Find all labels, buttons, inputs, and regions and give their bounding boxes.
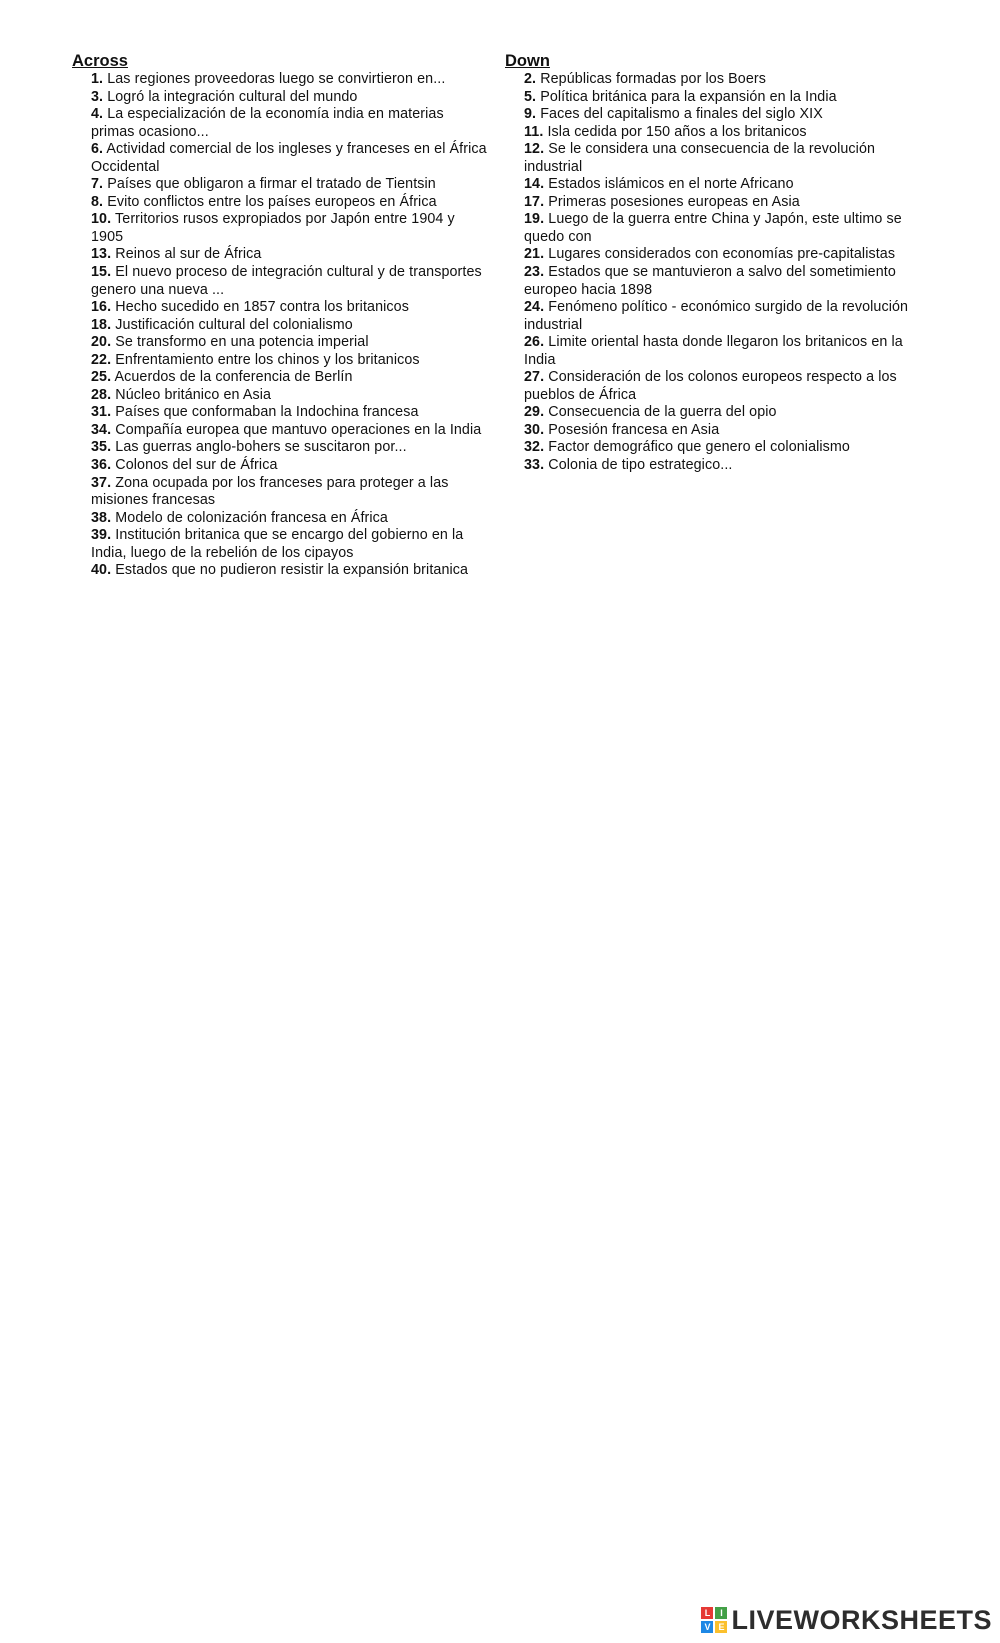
across-clue — [91, 475, 490, 510]
down-clue — [524, 439, 923, 457]
across-clue — [91, 422, 490, 440]
across-clue — [91, 387, 490, 405]
across-clue — [91, 439, 490, 457]
clue-number: 36. — [91, 457, 112, 474]
down-clue — [524, 194, 923, 212]
down-clue — [524, 176, 923, 194]
clue-text: Hecho sucedido en 1857 contra los britanicos — [115, 299, 409, 316]
clue-text: Colonos del sur de África — [115, 457, 278, 474]
across-clue — [91, 369, 490, 387]
clue-text: Política británica para la expansión en la India — [540, 88, 837, 105]
down-column — [505, 52, 923, 475]
clue-number: 34. — [91, 421, 112, 438]
clue-number: 17. — [524, 193, 545, 210]
clue-text: Compañía europea que mantuvo operaciones en la India — [115, 421, 482, 438]
clue-number: 13. — [91, 246, 112, 263]
clue-text: El nuevo proceso de integración cultural y de transportes genero una nueva ... — [91, 264, 482, 298]
clue-text: La especialización de la economía india en materias primas ocasiono... — [91, 106, 444, 140]
clue-number: 18. — [91, 316, 112, 333]
across-column — [72, 52, 490, 580]
clue-text: Se le considera una consecuencia de la revolución industrial — [524, 141, 876, 175]
clue-number: 5. — [524, 88, 537, 105]
across-clue — [91, 141, 490, 176]
across-clue — [91, 89, 490, 107]
down-clue — [524, 124, 923, 142]
logo-text: LIVEWORKSHEETS — [731, 1604, 992, 1635]
down-clue — [524, 141, 923, 176]
clue-number: 19. — [524, 211, 545, 228]
clue-number: 11. — [524, 123, 544, 140]
clue-number: 1. — [91, 71, 104, 87]
logo-block: V — [701, 1621, 713, 1633]
down-clue — [524, 457, 923, 475]
clue-text: Posesión francesa en Asia — [548, 421, 720, 438]
down-heading: Down — [505, 52, 550, 70]
clue-number: 28. — [91, 386, 112, 403]
clue-number: 6. — [91, 141, 104, 158]
clue-number: 7. — [91, 176, 104, 193]
across-clue — [91, 194, 490, 212]
across-clue-list — [72, 71, 490, 580]
clue-number: 15. — [91, 264, 112, 281]
clue-number: 39. — [91, 527, 112, 544]
clue-number: 27. — [524, 369, 545, 386]
across-clue — [91, 317, 490, 335]
across-clue — [91, 510, 490, 528]
clue-number: 33. — [524, 457, 545, 474]
clue-text: Repúblicas formadas por los Boers — [540, 71, 767, 87]
clue-text: Logró la integración cultural del mundo — [107, 88, 358, 105]
down-clue — [524, 246, 923, 264]
clue-text: Se transformo en una potencia imperial — [115, 334, 369, 351]
down-clue — [524, 404, 923, 422]
liveworksheets-logo[interactable] — [701, 1605, 992, 1635]
logo-block: L — [701, 1607, 713, 1619]
logo-block: I — [715, 1607, 727, 1619]
down-clue — [524, 106, 923, 124]
clue-text: Enfrentamiento entre los chinos y los britanicos — [115, 351, 420, 368]
clue-number: 16. — [91, 299, 112, 316]
clue-text: Consecuencia de la guerra del opio — [548, 404, 777, 421]
clue-text: Evito conflictos entre los países europeos en África — [107, 193, 437, 210]
clue-text: Lugares considerados con economías pre-capitalistas — [548, 246, 896, 263]
across-clue — [91, 211, 490, 246]
clue-text: Primeras posesiones europeas en Asia — [548, 193, 800, 210]
clue-text: Estados islámicos en el norte Africano — [548, 176, 794, 193]
clue-text: Isla cedida por 150 años a los britanicos — [547, 123, 807, 140]
clue-number: 40. — [91, 562, 112, 579]
across-clue — [91, 404, 490, 422]
clue-text: Territorios rusos expropiados por Japón entre 1904 y 1905 — [91, 211, 455, 245]
down-clue-list — [505, 71, 923, 475]
clue-text: Países que obligaron a firmar el tratado de Tientsin — [107, 176, 436, 193]
clue-number: 35. — [91, 439, 112, 456]
across-clue — [91, 299, 490, 317]
clue-number: 21. — [524, 246, 545, 263]
clue-text: Consideración de los colonos europeos respecto a los pueblos de África — [524, 369, 897, 403]
clue-number: 20. — [91, 334, 112, 351]
clue-text: Factor demográfico que genero el colonialismo — [548, 439, 850, 456]
clue-text: Estados que se mantuvieron a salvo del sometimiento europeo hacia 1898 — [524, 264, 896, 298]
across-clue — [91, 176, 490, 194]
clue-number: 3. — [91, 88, 104, 105]
clue-number: 38. — [91, 509, 112, 526]
clue-text: Actividad comercial de los ingleses y franceses en el África Occidental — [91, 141, 487, 175]
clue-number: 37. — [91, 474, 112, 491]
down-clue — [524, 334, 923, 369]
clue-text: Estados que no pudieron resistir la expansión britanica — [115, 562, 469, 579]
across-clue — [91, 457, 490, 475]
clue-text: Acuerdos de la conferencia de Berlín — [114, 369, 353, 386]
across-clue — [91, 246, 490, 264]
clue-number: 8. — [91, 193, 104, 210]
clue-number: 31. — [91, 404, 112, 421]
across-clue — [91, 106, 490, 141]
down-clue — [524, 71, 923, 89]
clue-number: 2. — [524, 71, 537, 87]
clue-number: 29. — [524, 404, 545, 421]
clue-number: 26. — [524, 334, 545, 351]
clue-number: 25. — [91, 369, 112, 386]
clue-number: 32. — [524, 439, 545, 456]
clue-number: 24. — [524, 299, 545, 316]
across-clue — [91, 71, 490, 89]
across-clue — [91, 264, 490, 299]
clue-text: Núcleo británico en Asia — [115, 386, 272, 403]
clue-text: Justificación cultural del colonialismo — [115, 316, 353, 333]
down-clue — [524, 89, 923, 107]
across-clue — [91, 352, 490, 370]
clue-number: 4. — [91, 106, 104, 123]
down-clue — [524, 369, 923, 404]
clue-text: Fenómeno político - económico surgido de la revolución industrial — [524, 299, 909, 333]
clue-text: Reinos al sur de África — [115, 246, 262, 263]
clue-text: Institución britanica que se encargo del gobierno en la India, luego de la rebelión de los cipayos — [91, 527, 464, 561]
down-clue — [524, 299, 923, 334]
clue-text: Las guerras anglo-bohers se suscitaron por... — [115, 439, 407, 456]
clue-text: Faces del capitalismo a finales del siglo XIX — [540, 106, 823, 123]
clue-number: 9. — [524, 106, 537, 123]
clue-text: Países que conformaban la Indochina francesa — [115, 404, 419, 421]
down-clue — [524, 211, 923, 246]
clue-number: 22. — [91, 351, 112, 368]
clue-text: Zona ocupada por los franceses para proteger a las misiones francesas — [91, 474, 449, 509]
across-clue — [91, 562, 490, 580]
clue-number: 30. — [524, 421, 545, 438]
clue-text: Las regiones proveedoras luego se convirtieron en... — [107, 71, 446, 87]
across-heading: Across — [72, 52, 128, 70]
clue-text: Modelo de colonización francesa en África — [115, 509, 388, 526]
clue-number: 14. — [524, 176, 545, 193]
logo-blocks-icon — [701, 1607, 727, 1633]
across-clue — [91, 527, 490, 562]
across-clue — [91, 334, 490, 352]
down-clue — [524, 264, 923, 299]
clue-text: Limite oriental hasta donde llegaron los britanicos en la India — [524, 334, 903, 368]
clue-text: Luego de la guerra entre China y Japón, este ultimo se quedo con — [524, 211, 902, 245]
clue-number: 23. — [524, 264, 545, 281]
clue-number: 12. — [524, 141, 545, 158]
clue-number: 10. — [91, 211, 112, 228]
clue-text: Colonia de tipo estrategico... — [548, 457, 733, 474]
logo-block: E — [715, 1621, 727, 1633]
down-clue — [524, 422, 923, 440]
